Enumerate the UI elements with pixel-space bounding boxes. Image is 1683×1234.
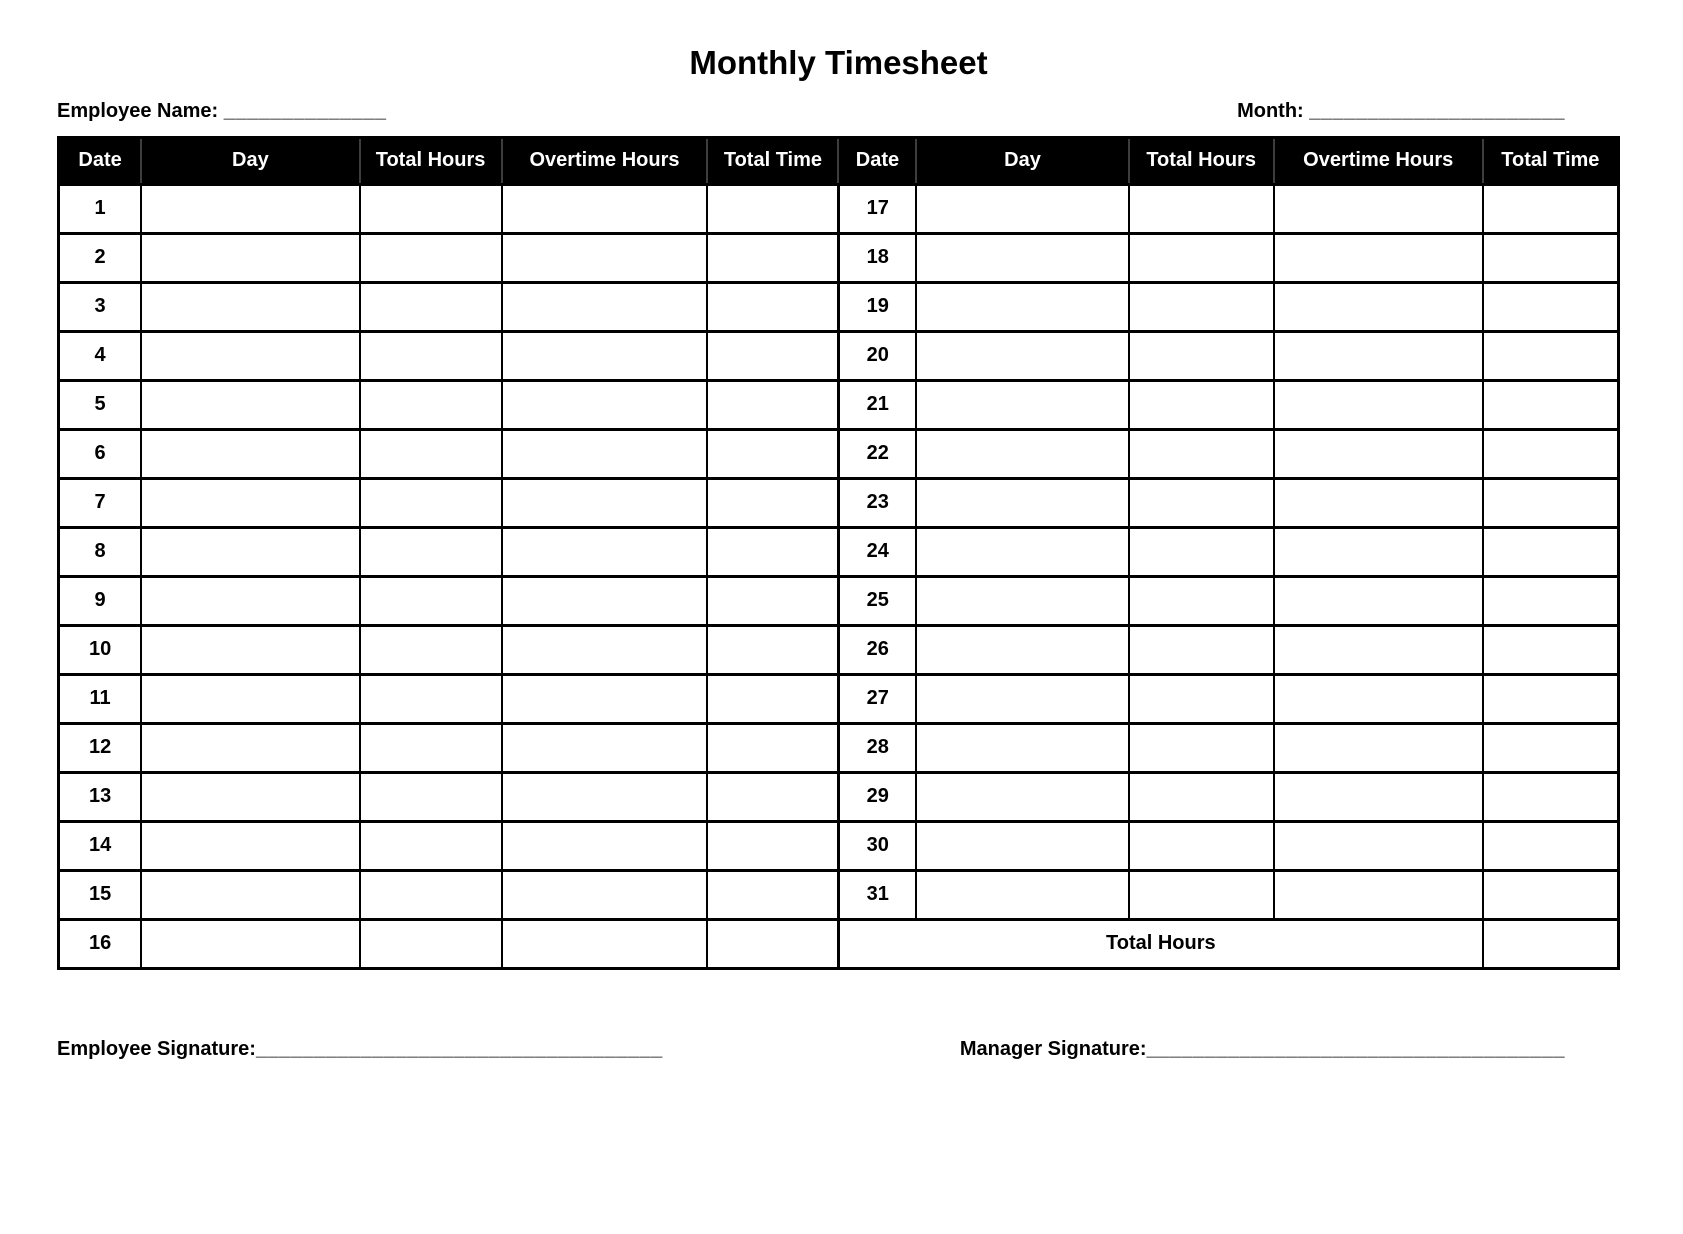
date-cell: 9 (59, 576, 142, 625)
total-hours-entry-cell[interactable] (1129, 576, 1274, 625)
day-entry-cell[interactable] (141, 233, 359, 282)
day-entry-cell[interactable] (141, 625, 359, 674)
col-header-total-hours: Total Hours (1129, 137, 1274, 184)
overtime-hours-entry-cell[interactable] (502, 331, 708, 380)
total-hours-entry-cell[interactable] (360, 576, 502, 625)
table-header-row (59, 137, 1619, 184)
total-hours-entry-cell[interactable] (360, 919, 502, 968)
total-time-entry-cell[interactable] (1483, 233, 1619, 282)
table-row (59, 429, 1619, 478)
date-cell: 2 (59, 233, 142, 282)
total-time-entry-cell[interactable] (707, 870, 838, 919)
total-time-entry-cell[interactable] (707, 821, 838, 870)
total-time-entry-cell[interactable] (1483, 184, 1619, 233)
overtime-hours-entry-cell[interactable] (502, 184, 708, 233)
overtime-hours-entry-cell[interactable] (1274, 331, 1483, 380)
overtime-hours-entry-cell[interactable] (1274, 233, 1483, 282)
total-hours-entry-cell[interactable] (360, 380, 502, 429)
day-entry-cell[interactable] (916, 233, 1128, 282)
total-hours-entry-cell[interactable] (1129, 870, 1274, 919)
table-row (59, 282, 1619, 331)
table-row (59, 478, 1619, 527)
date-cell: 16 (59, 919, 142, 968)
overtime-hours-entry-cell[interactable] (502, 478, 708, 527)
overtime-hours-entry-cell[interactable] (502, 674, 708, 723)
overtime-hours-entry-cell[interactable] (502, 576, 708, 625)
date-cell: 30 (838, 821, 916, 870)
date-cell: 12 (59, 723, 142, 772)
total-time-entry-cell[interactable] (707, 576, 838, 625)
total-hours-entry-cell[interactable] (360, 625, 502, 674)
table-row (59, 821, 1619, 870)
timesheet-table (57, 136, 1620, 970)
overtime-hours-entry-cell[interactable] (1274, 821, 1483, 870)
total-hours-entry-cell[interactable] (360, 772, 502, 821)
day-entry-cell[interactable] (141, 380, 359, 429)
date-cell: 25 (838, 576, 916, 625)
timesheet-sheet (0, 44, 1683, 1061)
col-header-date: Date (838, 137, 916, 184)
date-cell: 26 (838, 625, 916, 674)
date-cell: 6 (59, 429, 142, 478)
total-time-entry-cell[interactable] (1483, 674, 1619, 723)
total-time-entry-cell[interactable] (707, 527, 838, 576)
date-cell: 13 (59, 772, 142, 821)
employee-name-field (57, 100, 386, 123)
overtime-hours-entry-cell[interactable] (502, 429, 708, 478)
total-time-entry-cell[interactable] (1483, 625, 1619, 674)
total-hours-entry-cell[interactable] (1129, 331, 1274, 380)
total-hours-entry-cell[interactable] (1129, 821, 1274, 870)
total-time-entry-cell[interactable] (707, 282, 838, 331)
day-entry-cell[interactable] (916, 772, 1128, 821)
day-entry-cell[interactable] (141, 919, 359, 968)
col-header-overtime-hours: Overtime Hours (502, 137, 708, 184)
total-time-entry-cell[interactable] (707, 723, 838, 772)
day-entry-cell[interactable] (141, 870, 359, 919)
day-entry-cell[interactable] (916, 527, 1128, 576)
overtime-hours-entry-cell[interactable] (1274, 184, 1483, 233)
day-entry-cell[interactable] (141, 821, 359, 870)
day-entry-cell[interactable] (916, 723, 1128, 772)
day-entry-cell[interactable] (916, 674, 1128, 723)
total-hours-entry-cell[interactable] (360, 527, 502, 576)
date-cell: 18 (838, 233, 916, 282)
overtime-hours-entry-cell[interactable] (502, 380, 708, 429)
month-label: Month: (1237, 99, 1304, 122)
date-cell: 31 (838, 870, 916, 919)
date-cell: 1 (59, 184, 142, 233)
table-row (59, 919, 1619, 968)
total-time-entry-cell[interactable] (1483, 772, 1619, 821)
date-cell: 24 (838, 527, 916, 576)
total-hours-entry-cell[interactable] (360, 821, 502, 870)
total-time-entry-cell[interactable] (1483, 282, 1619, 331)
day-entry-cell[interactable] (141, 674, 359, 723)
employee-signature-blank[interactable]: ___________________________________ (255, 1037, 663, 1060)
overtime-hours-entry-cell[interactable] (502, 282, 708, 331)
date-cell: 3 (59, 282, 142, 331)
total-time-entry-cell[interactable] (707, 331, 838, 380)
col-header-total-time: Total Time (707, 137, 838, 184)
employee-signature-label: Employee Signature: (57, 1037, 256, 1060)
day-entry-cell[interactable] (141, 576, 359, 625)
day-entry-cell[interactable] (916, 870, 1128, 919)
total-time-entry-cell[interactable] (1483, 478, 1619, 527)
date-cell: 22 (838, 429, 916, 478)
total-time-entry-cell[interactable] (707, 233, 838, 282)
total-time-entry-cell[interactable] (707, 919, 838, 968)
day-entry-cell[interactable] (141, 527, 359, 576)
page-title: Monthly Timesheet (689, 44, 988, 81)
day-entry-cell[interactable] (141, 478, 359, 527)
overtime-hours-entry-cell[interactable] (502, 772, 708, 821)
total-time-entry-cell[interactable] (707, 674, 838, 723)
day-entry-cell[interactable] (916, 576, 1128, 625)
total-time-entry-cell[interactable] (707, 184, 838, 233)
overtime-hours-entry-cell[interactable] (502, 870, 708, 919)
total-hours-entry-cell[interactable] (1129, 723, 1274, 772)
date-cell: 5 (59, 380, 142, 429)
total-hours-entry-cell[interactable] (360, 870, 502, 919)
table-row (59, 723, 1619, 772)
overtime-hours-entry-cell[interactable] (1274, 772, 1483, 821)
overtime-hours-entry-cell[interactable] (1274, 429, 1483, 478)
date-cell: 4 (59, 331, 142, 380)
day-entry-cell[interactable] (141, 429, 359, 478)
employee-name-label: Employee Name: (57, 99, 219, 122)
total-hours-entry-cell[interactable] (1129, 282, 1274, 331)
date-cell: 20 (838, 331, 916, 380)
date-cell: 8 (59, 527, 142, 576)
date-cell: 7 (59, 478, 142, 527)
table-row (59, 674, 1619, 723)
date-cell: 17 (838, 184, 916, 233)
total-time-entry-cell[interactable] (1483, 723, 1619, 772)
overtime-hours-entry-cell[interactable] (1274, 380, 1483, 429)
day-entry-cell[interactable] (916, 429, 1128, 478)
total-hours-entry-cell[interactable] (360, 184, 502, 233)
employee-signature-field (57, 1038, 663, 1061)
month-blank[interactable]: ______________________ (1309, 99, 1565, 122)
overtime-hours-entry-cell[interactable] (1274, 625, 1483, 674)
total-hours-summary-value-cell[interactable] (1483, 919, 1619, 968)
total-time-entry-cell[interactable] (1483, 429, 1619, 478)
col-header-total-hours: Total Hours (360, 137, 502, 184)
col-header-day: Day (916, 137, 1128, 184)
day-entry-cell[interactable] (141, 184, 359, 233)
day-entry-cell[interactable] (916, 184, 1128, 233)
overtime-hours-entry-cell[interactable] (1274, 576, 1483, 625)
day-entry-cell[interactable] (916, 821, 1128, 870)
day-entry-cell[interactable] (141, 772, 359, 821)
table-row (59, 625, 1619, 674)
day-entry-cell[interactable] (916, 478, 1128, 527)
table-row (59, 527, 1619, 576)
day-entry-cell[interactable] (141, 282, 359, 331)
manager-signature-blank[interactable]: ____________________________________ (1146, 1037, 1565, 1060)
day-entry-cell[interactable] (141, 723, 359, 772)
total-time-entry-cell[interactable] (707, 772, 838, 821)
month-field (1237, 100, 1565, 123)
col-header-day: Day (141, 137, 359, 184)
date-cell: 10 (59, 625, 142, 674)
total-hours-entry-cell[interactable] (1129, 429, 1274, 478)
total-hours-entry-cell[interactable] (1129, 184, 1274, 233)
total-hours-entry-cell[interactable] (1129, 380, 1274, 429)
total-hours-entry-cell[interactable] (360, 331, 502, 380)
date-cell: 15 (59, 870, 142, 919)
date-cell: 27 (838, 674, 916, 723)
date-cell: 29 (838, 772, 916, 821)
total-hours-entry-cell[interactable] (1129, 527, 1274, 576)
col-header-total-time: Total Time (1483, 137, 1619, 184)
overtime-hours-entry-cell[interactable] (1274, 723, 1483, 772)
total-hours-entry-cell[interactable] (1129, 478, 1274, 527)
overtime-hours-entry-cell[interactable] (1274, 527, 1483, 576)
total-time-entry-cell[interactable] (1483, 380, 1619, 429)
col-header-overtime-hours: Overtime Hours (1274, 137, 1483, 184)
day-entry-cell[interactable] (916, 625, 1128, 674)
date-cell: 23 (838, 478, 916, 527)
total-time-entry-cell[interactable] (1483, 331, 1619, 380)
total-hours-entry-cell[interactable] (1129, 625, 1274, 674)
signature-row (57, 1038, 1620, 1061)
total-hours-summary-label: Total Hours (838, 919, 1482, 968)
total-time-entry-cell[interactable] (707, 478, 838, 527)
col-header-date: Date (59, 137, 142, 184)
total-hours-entry-cell[interactable] (360, 478, 502, 527)
meta-row (57, 100, 1620, 123)
day-entry-cell[interactable] (916, 380, 1128, 429)
total-time-entry-cell[interactable] (1483, 527, 1619, 576)
total-hours-entry-cell[interactable] (360, 674, 502, 723)
manager-signature-field (960, 1038, 1565, 1061)
overtime-hours-entry-cell[interactable] (1274, 282, 1483, 331)
total-hours-entry-cell[interactable] (360, 282, 502, 331)
day-entry-cell[interactable] (916, 331, 1128, 380)
table-row (59, 870, 1619, 919)
total-time-entry-cell[interactable] (707, 429, 838, 478)
overtime-hours-entry-cell[interactable] (502, 527, 708, 576)
day-entry-cell[interactable] (141, 331, 359, 380)
total-time-entry-cell[interactable] (1483, 870, 1619, 919)
date-cell: 19 (838, 282, 916, 331)
table-row (59, 380, 1619, 429)
date-cell: 11 (59, 674, 142, 723)
overtime-hours-entry-cell[interactable] (502, 919, 708, 968)
overtime-hours-entry-cell[interactable] (502, 821, 708, 870)
table-row (59, 184, 1619, 233)
total-hours-entry-cell[interactable] (1129, 233, 1274, 282)
day-entry-cell[interactable] (916, 282, 1128, 331)
total-hours-entry-cell[interactable] (360, 233, 502, 282)
total-time-entry-cell[interactable] (707, 625, 838, 674)
total-hours-entry-cell[interactable] (1129, 772, 1274, 821)
table-row (59, 331, 1619, 380)
overtime-hours-entry-cell[interactable] (1274, 674, 1483, 723)
date-cell: 14 (59, 821, 142, 870)
employee-name-blank[interactable]: ______________ (223, 99, 387, 122)
overtime-hours-entry-cell[interactable] (502, 723, 708, 772)
table-row (59, 576, 1619, 625)
total-hours-entry-cell[interactable] (360, 723, 502, 772)
total-time-entry-cell[interactable] (1483, 576, 1619, 625)
total-hours-entry-cell[interactable] (1129, 674, 1274, 723)
overtime-hours-entry-cell[interactable] (502, 233, 708, 282)
total-hours-entry-cell[interactable] (360, 429, 502, 478)
total-time-entry-cell[interactable] (1483, 821, 1619, 870)
overtime-hours-entry-cell[interactable] (502, 625, 708, 674)
manager-signature-label: Manager Signature: (959, 1037, 1147, 1060)
overtime-hours-entry-cell[interactable] (1274, 870, 1483, 919)
date-cell: 21 (838, 380, 916, 429)
overtime-hours-entry-cell[interactable] (1274, 478, 1483, 527)
date-cell: 28 (838, 723, 916, 772)
table-row (59, 233, 1619, 282)
total-time-entry-cell[interactable] (707, 380, 838, 429)
table-row (59, 772, 1619, 821)
